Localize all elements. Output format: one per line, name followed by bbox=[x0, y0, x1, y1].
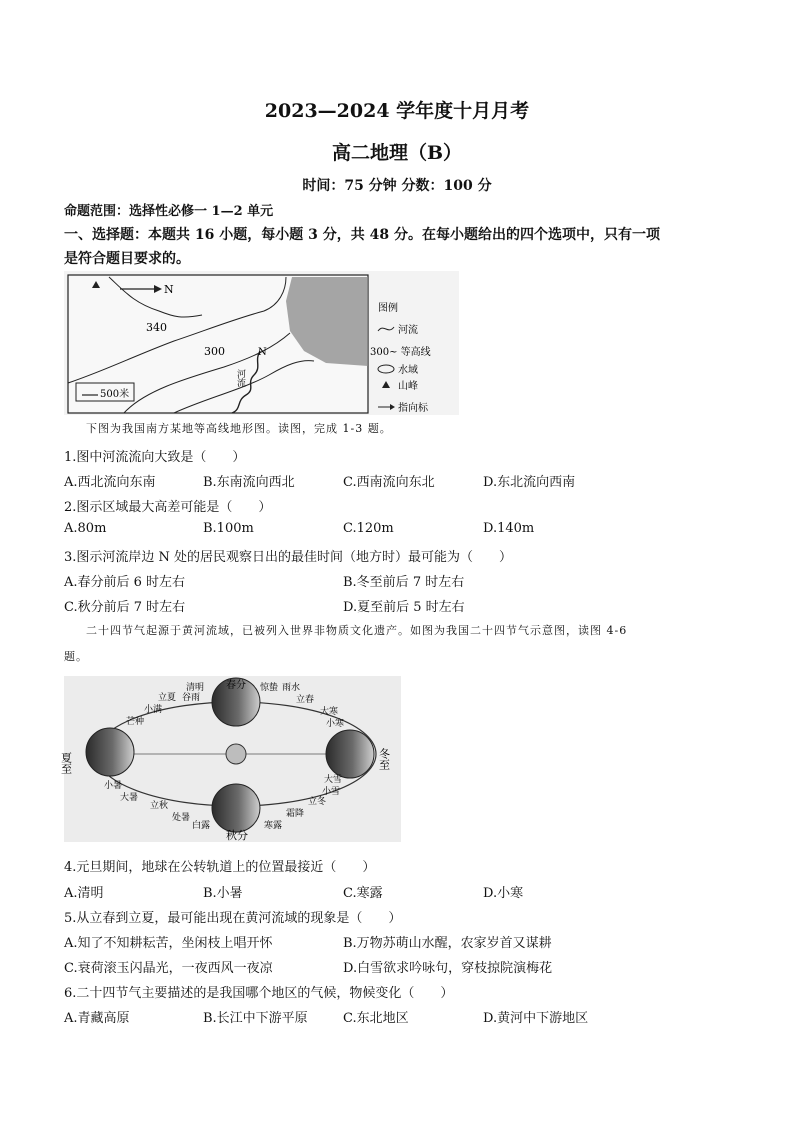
contour-340-label: 340 bbox=[146, 321, 167, 334]
q4-option-c: C.寒露 bbox=[343, 886, 383, 901]
q3-option-d: D.夏至前后 5 时左右 bbox=[343, 600, 465, 615]
question-2: 2.图示区域最大高差可能是（ ） bbox=[64, 500, 272, 515]
term-dashu: 大暑 bbox=[120, 793, 139, 803]
term-liqiu: 立秋 bbox=[150, 801, 169, 811]
point-n-label: N bbox=[258, 347, 267, 358]
term-lidong: 立冬 bbox=[308, 797, 327, 807]
contour-map bbox=[64, 271, 459, 415]
term-chushu: 处暑 bbox=[172, 813, 191, 823]
river-label: 河流 bbox=[235, 369, 245, 387]
q1-option-c: C.西南流向东北 bbox=[343, 475, 435, 490]
question-6: 6.二十四节气主要描述的是我国哪个地区的气候，物候变化（ ） bbox=[64, 986, 454, 1001]
intro2-line2: 题。 bbox=[64, 650, 88, 663]
q6-option-b: B.长江中下游平原 bbox=[203, 1011, 308, 1026]
q3-option-a: A.春分前后 6 时左右 bbox=[64, 575, 186, 590]
question-5: 5.从立春到立夏，最可能出现在黄河流域的现象是（ ） bbox=[64, 911, 402, 926]
question-3: 3.图示河流岸边 N 处的居民观察日出的最佳时间（地方时）最可能为（ ） bbox=[64, 550, 513, 565]
q4-option-d: D.小寒 bbox=[483, 886, 524, 901]
term-yushui: 雨水 bbox=[282, 683, 301, 693]
north-label: N bbox=[164, 283, 174, 296]
q1-option-b: B.东南流向西北 bbox=[203, 475, 295, 490]
solar-terms-diagram bbox=[59, 676, 401, 842]
q5-option-b: B.万物苏萌山水醒，农家岁首又谋耕 bbox=[343, 936, 552, 951]
q5-option-d: D.白雪欲求吟咏句，穿枝掠院演梅花 bbox=[343, 961, 553, 976]
q4-option-a: A.清明 bbox=[64, 886, 104, 901]
section1-line1: 一、选择题：本题共 16 小题，每小题 3 分，共 48 分。在每小题给出的四个选项中，只有一项 bbox=[64, 227, 660, 243]
term-dahan: 大寒 bbox=[320, 707, 339, 717]
solar-terms-figure bbox=[59, 676, 401, 842]
term-xiaoman: 小满 bbox=[144, 705, 163, 715]
q2-option-a: A.80m bbox=[64, 521, 107, 536]
scale-text: 500米 bbox=[100, 389, 130, 400]
q2-option-c: C.120m bbox=[343, 521, 394, 536]
contour-map-figure bbox=[64, 271, 459, 415]
legend-arrow: 指向标 bbox=[398, 403, 428, 414]
term-jingzhe: 惊蛰 bbox=[260, 683, 279, 693]
intro2-line1: 二十四节气起源于黄河流域，已被列入世界非物质文化遗产。如图为我国二十四节气示意图，读图 4-6 bbox=[86, 624, 628, 637]
label-spring: 春分 bbox=[226, 680, 246, 691]
term-daxue: 大雪 bbox=[324, 775, 343, 785]
term-xiaoshu: 小暑 bbox=[104, 781, 123, 791]
legend-river: 河流 bbox=[398, 325, 418, 336]
contour-300-label: 300 bbox=[204, 345, 225, 358]
earth-summer-icon bbox=[86, 728, 134, 776]
term-mangzhong: 芒种 bbox=[126, 717, 145, 727]
q6-option-a: A.青藏高原 bbox=[64, 1011, 130, 1026]
term-shuangjiang: 霜降 bbox=[286, 809, 305, 819]
term-xiaohan: 小寒 bbox=[326, 719, 345, 729]
sun-icon bbox=[226, 744, 246, 764]
earth-winter-icon bbox=[326, 730, 374, 778]
question-1: 1.图中河流流向大致是（ ） bbox=[64, 450, 246, 465]
q6-option-c: C.东北地区 bbox=[343, 1011, 409, 1026]
q3-option-b: B.冬至前后 7 时左右 bbox=[343, 575, 465, 590]
label-autumn: 秋分 bbox=[226, 829, 248, 842]
exam-subtitle: 高二地理（B） bbox=[331, 142, 463, 164]
q4-option-b: B.小暑 bbox=[203, 886, 243, 901]
time-score: 时间：75 分钟 分数：100 分 bbox=[302, 178, 492, 194]
q1-option-d: D.东北流向西南 bbox=[483, 475, 576, 490]
term-xiaoxue: 小雪 bbox=[322, 787, 341, 797]
label-winter: 冬至 bbox=[377, 748, 391, 770]
q3-option-c: C.秋分前后 7 时左右 bbox=[64, 600, 186, 615]
section1-line2: 是符合题目要求的。 bbox=[64, 251, 190, 267]
term-bailu: 白露 bbox=[192, 821, 211, 831]
question-4: 4.元旦期间，地球在公转轨道上的位置最接近（ ） bbox=[64, 860, 376, 875]
q2-option-d: D.140m bbox=[483, 521, 535, 536]
q1-option-a: A.西北流向东南 bbox=[64, 475, 156, 490]
q5-option-c: C.衰荷滚玉闪晶光，一夜西风一夜凉 bbox=[64, 961, 273, 976]
term-guyu: 谷雨 bbox=[182, 693, 201, 703]
earth-autumn-icon bbox=[212, 784, 260, 832]
map-caption: 下图为我国南方某地等高线地形图。读图，完成 1-3 题。 bbox=[86, 422, 392, 435]
term-hanlu: 寒露 bbox=[264, 821, 283, 831]
q2-option-b: B.100m bbox=[203, 521, 254, 536]
term-qingming: 清明 bbox=[186, 683, 205, 693]
term-lixia: 立夏 bbox=[158, 693, 177, 703]
q5-option-a: A.知了不知耕耘苦，坐闲枝上唱开怀 bbox=[64, 936, 273, 951]
legend-peak: 山峰 bbox=[398, 381, 418, 392]
exam-scope: 命题范围：选择性必修一 1—2 单元 bbox=[64, 204, 274, 219]
legend-water: 水域 bbox=[398, 365, 418, 376]
legend-contour: 300~ 等高线 bbox=[370, 347, 431, 358]
legend-title: 图例 bbox=[378, 303, 398, 314]
label-summer: 夏至 bbox=[59, 752, 73, 774]
q6-option-d: D.黄河中下游地区 bbox=[483, 1011, 589, 1026]
exam-title: 2023—2024 学年度十月月考 bbox=[264, 100, 530, 122]
term-lichun: 立春 bbox=[296, 695, 315, 705]
